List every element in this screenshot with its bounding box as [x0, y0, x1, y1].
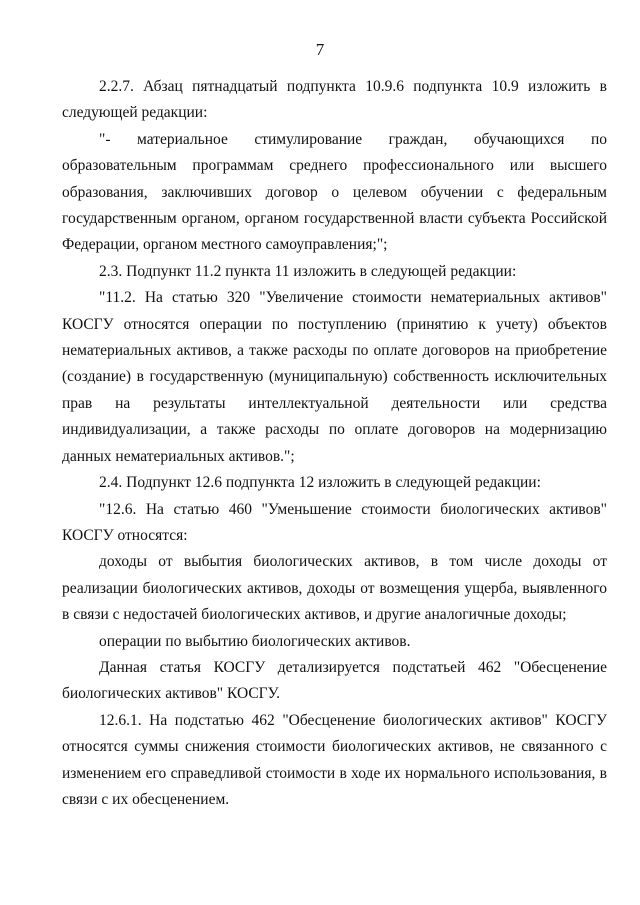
paragraph-12-6: "12.6. На статью 460 "Уменьшение стоимости биологических активов" КОСГУ относятся: [62, 500, 607, 544]
paragraph-2-4: 2.4. Подпункт 12.6 подпункта 12 изложить в следующей редакции: [99, 474, 541, 492]
paragraph-2-3: 2.3. Подпункт 11.2 пункта 11 изложить в следующей редакции: [99, 262, 517, 280]
paragraph-12-6-1: 12.6.1. На подстатью 462 "Обесценение биологических активов" КОСГУ относятся суммы снижения стоимости биологических активов, не связанного с изменением его справедливой стоимости в ходе их нормального использования, в связи с их обесценением. [62, 711, 607, 808]
paragraph-disposal-operations: операции по выбытию биологических активов. [99, 632, 411, 650]
paragraph-11-2: "11.2. На статью 320 "Увеличение стоимости нематериальных активов" КОСГУ относятся операции по поступлению (принятию к учету) объектов нематериальных активов, а также расходы по оплате договоров на приобретение (создание) в государственную (муниципальную) собственность исключительных прав на результаты интеллектуальной деятельности или средства индивидуализации, а также расходы по оплате договоров на модернизацию данных нематериальных активов."; [62, 289, 607, 465]
document-body [62, 74, 607, 813]
page-number: 7 [315, 40, 325, 59]
paragraph-2-2-7: 2.2.7. Абзац пятнадцатый подпункта 10.9.6 подпункта 10.9 изложить в следующей редакции: [62, 78, 607, 122]
paragraph-quote-stimulation: "- материальное стимулирование граждан, обучающихся по образовательным программам среднего профессионального или высшего образования, заключивших договор о целевом обучении с федеральным государственным органом, органом государственной власти субъекта Российской Федерации, органом местного самоуправления;"; [62, 130, 607, 254]
paragraph-detailing: Данная статья КОСГУ детализируется подстатьей 462 "Обесценение биологических активов" КОСГУ. [62, 658, 607, 703]
paragraph-income-disposal: доходы от выбытия биологических активов, в том числе доходы от реализации биологических активов, доходы от возмещения ущерба, выявленного в связи с недостачей биологических активов, и другие аналогичные доходы; [62, 553, 607, 624]
